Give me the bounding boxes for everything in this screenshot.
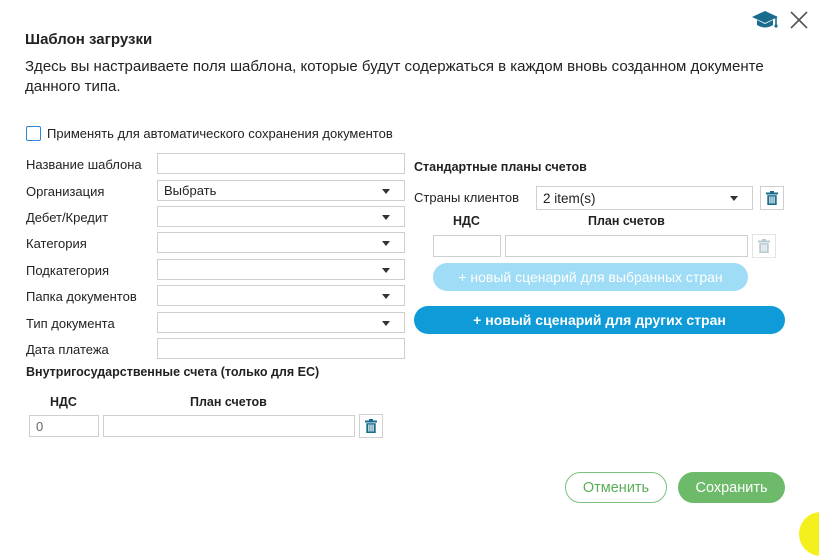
standard-plan-header: План счетов bbox=[588, 214, 665, 228]
auto-save-label: Применять для автоматического сохранения документов bbox=[47, 126, 393, 141]
standard-vat-header: НДС bbox=[453, 214, 480, 228]
category-select[interactable] bbox=[157, 232, 405, 253]
new-scenario-other-countries-button[interactable]: + новый сценарий для других стран bbox=[414, 306, 785, 334]
chevron-down-icon bbox=[382, 268, 390, 273]
category-label: Категория bbox=[26, 236, 87, 251]
client-countries-select[interactable] bbox=[536, 186, 753, 210]
dialog-top-actions bbox=[751, 9, 809, 31]
corner-widget[interactable] bbox=[799, 512, 819, 556]
chevron-down-icon bbox=[382, 189, 390, 194]
document-type-label: Тип документа bbox=[26, 316, 115, 331]
payment-date-input[interactable] bbox=[157, 338, 405, 359]
trash-icon bbox=[766, 191, 778, 205]
auto-save-checkbox[interactable] bbox=[26, 126, 41, 141]
chevron-down-icon bbox=[382, 321, 390, 326]
auto-save-row bbox=[26, 126, 393, 141]
domestic-delete-button[interactable] bbox=[359, 414, 383, 438]
template-name-label: Название шаблона bbox=[26, 157, 142, 172]
cancel-button[interactable]: Отменить bbox=[565, 472, 667, 503]
organization-select[interactable] bbox=[157, 180, 405, 201]
countries-delete-button[interactable] bbox=[760, 186, 784, 210]
trash-icon bbox=[758, 239, 770, 253]
standard-plan-input[interactable] bbox=[505, 235, 748, 257]
domestic-vat-input[interactable]: 0 bbox=[29, 415, 99, 437]
new-scenario-selected-countries-button[interactable]: + новый сценарий для выбранных стран bbox=[433, 263, 748, 291]
subcategory-label: Подкатегория bbox=[26, 263, 110, 278]
payment-date-label: Дата платежа bbox=[26, 342, 109, 357]
save-button[interactable]: Сохранить bbox=[678, 472, 785, 503]
domestic-plan-header: План счетов bbox=[190, 395, 267, 409]
subcategory-select[interactable] bbox=[157, 259, 405, 280]
standard-plans-title: Стандартные планы счетов bbox=[414, 160, 587, 174]
debit-credit-select[interactable] bbox=[157, 206, 405, 227]
chevron-down-icon bbox=[382, 215, 390, 220]
dialog-description: Здесь вы настраиваете поля шаблона, которые будут содержаться в каждом вновь созданном документе данного типа. bbox=[25, 58, 764, 95]
trash-icon bbox=[365, 419, 377, 433]
standard-delete-button[interactable] bbox=[752, 234, 776, 258]
documents-folder-select[interactable] bbox=[157, 285, 405, 306]
documents-folder-label: Папка документов bbox=[26, 289, 137, 304]
client-countries-value: 2 item(s) bbox=[543, 190, 596, 206]
organization-select-value: Выбрать bbox=[164, 183, 217, 198]
domestic-vat-header: НДС bbox=[50, 395, 77, 409]
template-name-input[interactable] bbox=[157, 153, 405, 174]
organization-label: Организация bbox=[26, 184, 105, 199]
document-type-select[interactable] bbox=[157, 312, 405, 333]
domestic-accounts-title: Внутригосударственные счета (только для ЕС) bbox=[26, 365, 320, 379]
close-icon[interactable] bbox=[789, 10, 809, 30]
debit-credit-label: Дебет/Кредит bbox=[26, 210, 109, 225]
chevron-down-icon bbox=[382, 294, 390, 299]
domestic-plan-input[interactable] bbox=[103, 415, 355, 437]
client-countries-label: Страны клиентов bbox=[414, 190, 519, 205]
standard-vat-input[interactable] bbox=[433, 235, 501, 257]
dialog-title: Шаблон загрузки bbox=[25, 31, 153, 48]
graduation-cap-icon[interactable] bbox=[751, 9, 779, 31]
chevron-down-icon bbox=[730, 196, 738, 201]
chevron-down-icon bbox=[382, 241, 390, 246]
